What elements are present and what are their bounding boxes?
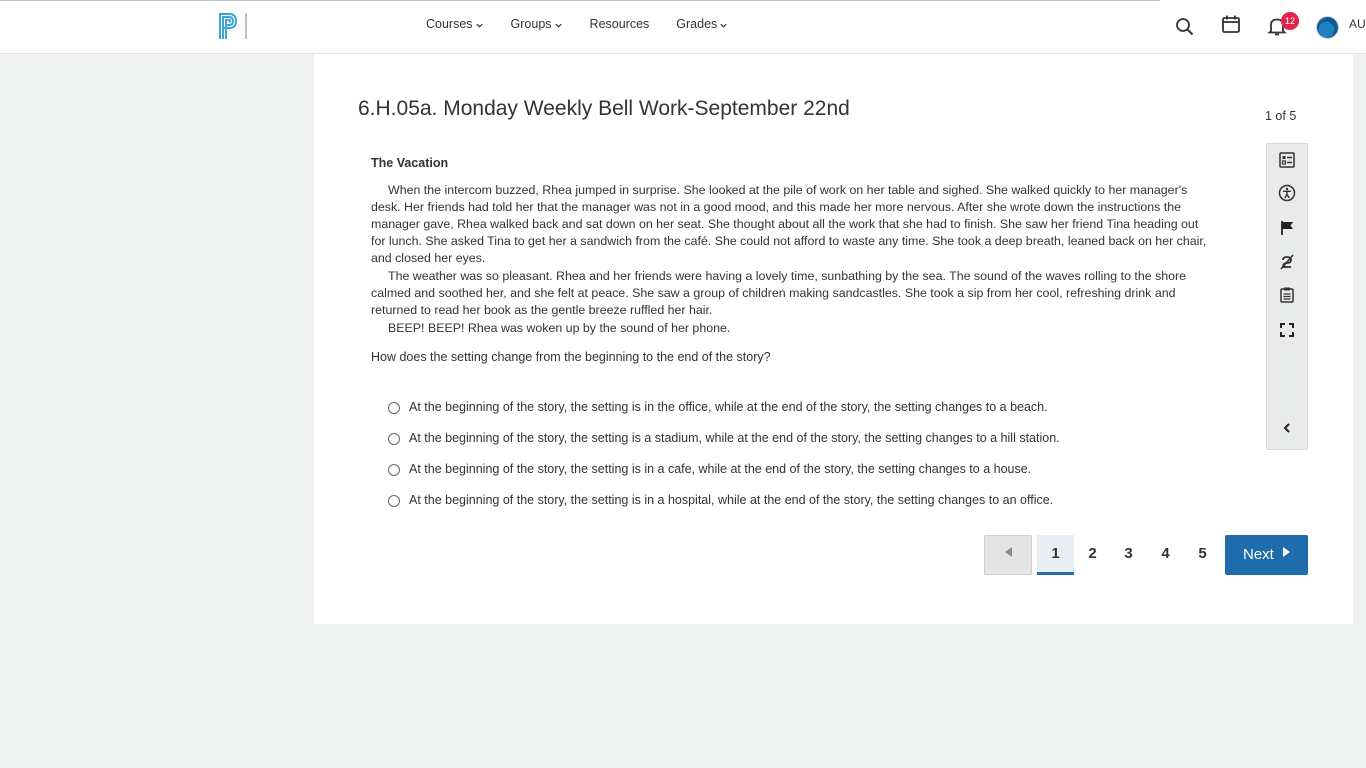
answer-option-text: At the beginning of the story, the setting is in the office, while at the end of the story, the setting changes to a beach. — [409, 399, 1048, 414]
radio-button[interactable] — [388, 495, 400, 507]
next-button[interactable] — [1225, 535, 1308, 575]
answer-option-text: At the beginning of the story, the setting is in a cafe, while at the end of the story, the setting changes to a house. — [409, 461, 1032, 476]
main-nav — [426, 0, 728, 48]
answer-options — [388, 391, 1060, 515]
accessibility-icon[interactable] — [1278, 184, 1296, 202]
page-title: 6.H.05a. Monday Weekly Bell Work-September 22nd — [358, 97, 850, 120]
page-button-3[interactable]: 3 — [1124, 545, 1133, 562]
flag-icon[interactable] — [1278, 219, 1296, 237]
page-button-4[interactable]: 4 — [1161, 545, 1170, 562]
reading-passage — [371, 155, 1209, 338]
page-button-1[interactable]: 1 — [1037, 535, 1074, 575]
eliminate-choice-icon[interactable] — [1278, 253, 1296, 271]
avatar[interactable] — [1316, 16, 1339, 39]
nav-grades-label: Grades — [676, 17, 718, 31]
notepad-icon[interactable] — [1278, 286, 1296, 304]
nav-groups[interactable] — [511, 17, 563, 31]
answer-option[interactable] — [388, 422, 1060, 453]
chevron-down-icon — [475, 21, 484, 30]
page-button-2[interactable]: 2 — [1088, 545, 1097, 562]
assessment-toolbar — [1266, 143, 1308, 450]
chevron-down-icon — [719, 21, 728, 30]
answer-option-text: At the beginning of the story, the setting is in a hospital, while at the end of the story, the setting changes to an office. — [409, 492, 1054, 507]
answer-option[interactable] — [388, 484, 1060, 515]
assessment-card — [314, 54, 1353, 624]
caret-right-icon — [1283, 547, 1290, 557]
passage-title: The Vacation — [371, 156, 449, 170]
top-navigation-bar — [0, 0, 1366, 54]
nav-groups-label: Groups — [510, 17, 552, 31]
radio-button[interactable] — [388, 402, 400, 414]
question-prompt: How does the setting change from the beginning to the end of the story? — [371, 350, 771, 364]
user-name-label[interactable]: AU — [1349, 17, 1366, 31]
chevron-down-icon — [554, 21, 563, 30]
nav-courses[interactable] — [426, 17, 484, 31]
calendar-icon[interactable] — [1220, 13, 1242, 35]
passage-paragraph: When the intercom buzzed, Rhea jumped in surprise. She looked at the pile of work on her table and sighed. She walked quickly to her manager's desk. Her friends had told her that the manager was not in a good mood, and this made her more nervous. After she wrote down the instructions the manager gave, Rhea walked back and sat down on her seat. She thought about all the work that she had to finish. She saw her friend Tina heading out for lunch. She asked Tina to get her a sandwich from the café. She could not afford to waste any time. She took a deep breath, leaned back on her chair, and closed her eyes. — [371, 183, 1207, 265]
radio-button[interactable] — [388, 464, 400, 476]
notification-badge: 12 — [1281, 12, 1299, 30]
answer-option[interactable] — [388, 391, 1060, 422]
nav-resources-label: Resources — [589, 17, 650, 31]
passage-paragraph: BEEP! BEEP! Rhea was woken up by the sound of her phone. — [388, 321, 731, 335]
answer-option[interactable] — [388, 453, 1060, 484]
previous-button[interactable] — [984, 535, 1032, 575]
question-list-icon[interactable] — [1278, 151, 1296, 169]
collapse-chevron-icon[interactable] — [1278, 419, 1296, 437]
next-button-label: Next — [1243, 546, 1274, 563]
nav-grades[interactable] — [676, 17, 728, 31]
nav-courses-label: Courses — [426, 17, 473, 31]
nav-resources[interactable] — [590, 17, 650, 31]
caret-left-icon — [1005, 547, 1012, 557]
page-button-5[interactable]: 5 — [1198, 545, 1207, 562]
fullscreen-icon[interactable] — [1278, 321, 1296, 339]
question-counter: 1 of 5 — [1265, 109, 1297, 123]
search-icon[interactable] — [1174, 16, 1196, 38]
answer-option-text: At the beginning of the story, the setting is a stadium, while at the end of the story, the setting changes to a hill station. — [409, 430, 1060, 445]
powerschool-logo-icon[interactable] — [216, 10, 250, 42]
radio-button[interactable] — [388, 433, 400, 445]
passage-paragraph: The weather was so pleasant. Rhea and her friends were having a lovely time, sunbathing by the sea. The sound of the waves rolling to the shore calmed and soothed her, and she felt at peace. She saw a group of children making sandcastles. She took a sip from her cool, refreshing drink and returned to read her book as the gentle breeze ruffled her hair. — [371, 269, 1187, 317]
